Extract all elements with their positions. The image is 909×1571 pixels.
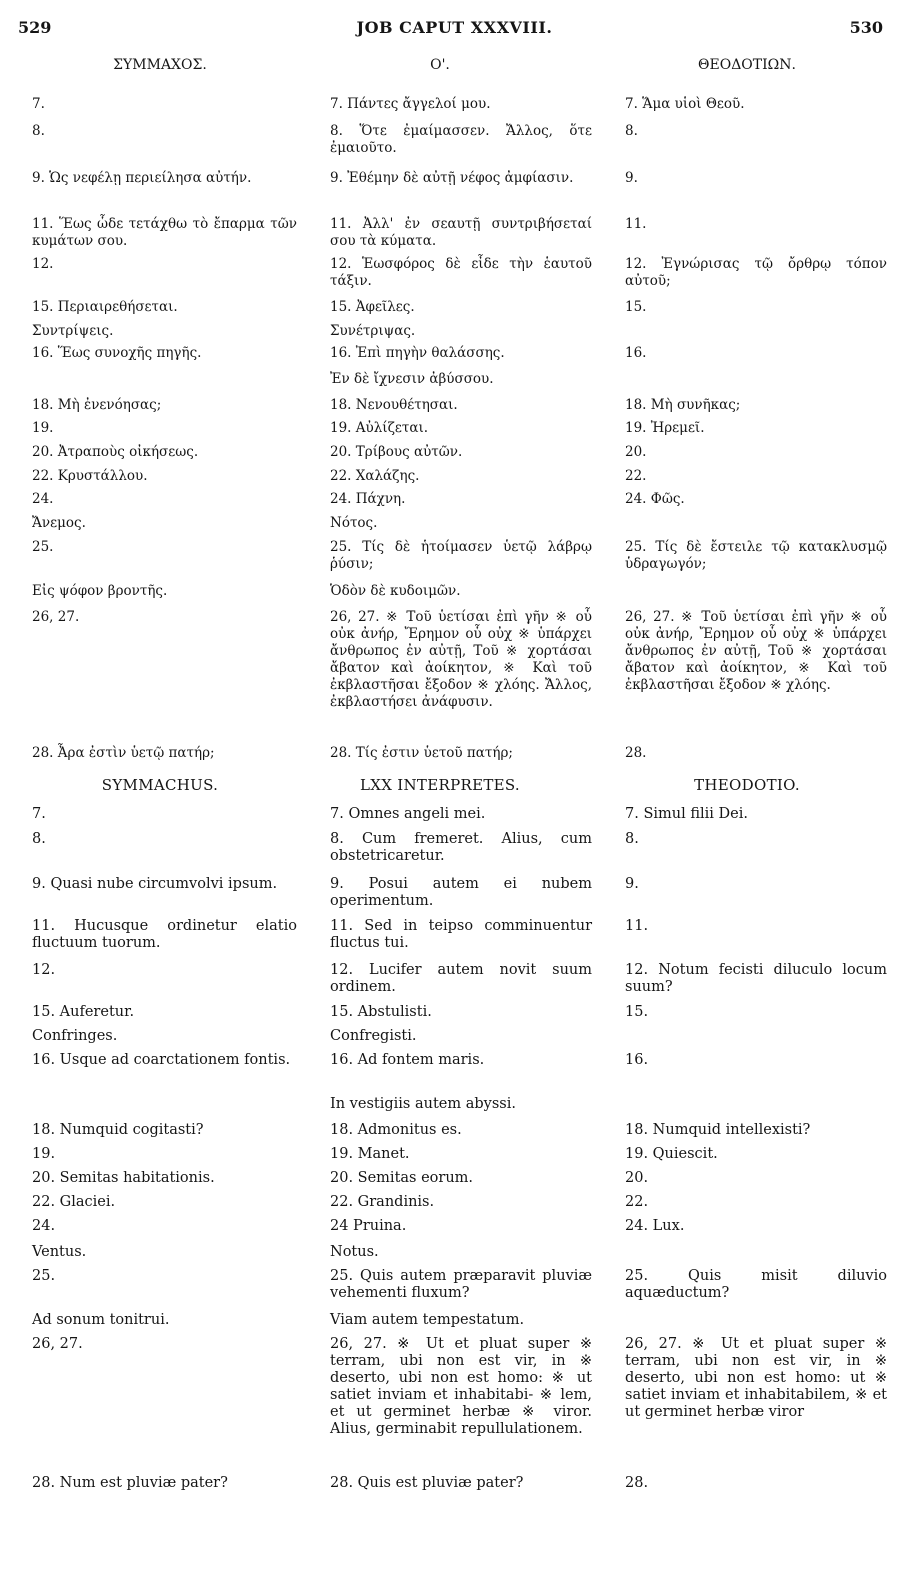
greek-verse-theodotion: 16. xyxy=(625,345,647,361)
greek-column-head-theodotion: ΘΕΟΔΟΤΙΩΝ. xyxy=(698,57,796,73)
latin-verse-lxx: 19. Manet. xyxy=(330,1146,410,1162)
latin-verse-theodotion: 15. xyxy=(625,1004,649,1020)
latin-verse-lxx: 28. Quis est pluviæ pater? xyxy=(330,1475,524,1491)
page-number-left: 529 xyxy=(18,18,52,37)
latin-verse-lxx: 8. Cum fremeret. Alius, cum obstetricaretur. xyxy=(330,831,592,864)
greek-verse-lxx: 25. Τίς δὲ ἡτοίμασεν ὑετῷ λάβρῳ ῥύσιν; xyxy=(330,539,592,572)
greek-verse-symmachus: 9. Ὡς νεφέλῃ περιείλησα αὐτήν. xyxy=(32,170,252,186)
latin-verse-theodotion: 11. xyxy=(625,918,649,934)
greek-verse-theodotion: 20. xyxy=(625,444,647,460)
latin-verse-symmachus: 11. Hucusque ordinetur elatio fluctuum tuorum. xyxy=(32,918,297,951)
greek-verse-lxx: Νότος. xyxy=(330,515,378,531)
latin-verse-lxx: 18. Admonitus es. xyxy=(330,1122,462,1138)
greek-verse-theodotion: 11. xyxy=(625,216,647,232)
greek-verse-lxx: Συνέτριψας. xyxy=(330,323,416,339)
latin-verse-theodotion: 25. Quis misit diluvio aquæductum? xyxy=(625,1268,887,1301)
greek-verse-lxx: 26, 27. ※ Τοῦ ὑετίσαι ἐπὶ γῆν ※ οὗ οὐκ ἀνήρ, Ἔρημον οὗ οὐχ ※ ὑπάρχει ἄνθρωπος ἐν αὐτῇ, Τοῦ ※ χορτάσαι ἄβατον καὶ ἀοίκητον, ※ Καὶ τοῦ ἐκβλαστῆσαι ἔξοδον ※ χλόης. Ἄλλος, ἐκβλαστήσει ἀνάφυσιν. xyxy=(330,609,592,710)
latin-verse-symmachus: 9. Quasi nube circumvolvi ipsum. xyxy=(32,876,278,892)
greek-verse-symmachus: 20. Ἀτραποὺς οἰκήσεως. xyxy=(32,444,199,460)
latin-verse-symmachus: 24. xyxy=(32,1218,56,1234)
latin-verse-symmachus: 22. Glaciei. xyxy=(32,1194,116,1210)
greek-verse-lxx: 24. Πάχνη. xyxy=(330,491,406,507)
latin-verse-symmachus: Ventus. xyxy=(32,1244,87,1260)
page-number-right: 530 xyxy=(849,18,883,37)
latin-column-head-lxx: LXX INTERPRETES. xyxy=(360,776,520,794)
greek-verse-symmachus: Ἄνεμος. xyxy=(32,515,86,531)
greek-verse-theodotion: 18. Μὴ συνῆκας; xyxy=(625,397,741,413)
greek-verse-symmachus: 12. xyxy=(32,256,54,272)
latin-verse-symmachus: 15. Auferetur. xyxy=(32,1004,135,1020)
greek-verse-symmachus: 22. Κρυστάλλου. xyxy=(32,468,148,484)
greek-verse-theodotion: 15. xyxy=(625,299,647,315)
greek-verse-theodotion: 28. xyxy=(625,745,647,761)
greek-verse-lxx: 18. Νενουθέτησαι. xyxy=(330,397,458,413)
greek-verse-theodotion: 24. Φῶς. xyxy=(625,491,685,507)
latin-verse-theodotion: 9. xyxy=(625,876,639,892)
latin-verse-theodotion: 28. xyxy=(625,1475,649,1491)
greek-verse-theodotion: 19. Ἠρεμεῖ. xyxy=(625,420,705,436)
latin-verse-lxx: 16. Ad fontem maris. xyxy=(330,1052,485,1068)
latin-verse-lxx: 11. Sed in teipso comminuentur fluctus tui. xyxy=(330,918,592,951)
greek-verse-lxx: 19. Αὐλίζεται. xyxy=(330,420,429,436)
greek-verse-lxx: 22. Χαλάζης. xyxy=(330,468,420,484)
greek-verse-lxx: Ὁδὸν δὲ κυδοιμῶν. xyxy=(330,583,461,599)
greek-verse-lxx: 16. Ἐπὶ πηγὴν θαλάσσης. xyxy=(330,345,505,361)
greek-verse-symmachus: 16. Ἕως συνοχῆς πηγῆς. xyxy=(32,345,202,361)
latin-verse-lxx: 26, 27. ※ Ut et pluat super ※ terram, ubi non est vir, in ※ deserto, ubi non est homo: ※ ut satiet inviam et inhabitabi- ※ lem, et ut germinet herbæ ※ viror. Alius, germinabit repullulationem. xyxy=(330,1336,592,1437)
greek-verse-theodotion: 7. Ἅμα υἱοὶ Θεοῦ. xyxy=(625,96,745,112)
latin-verse-theodotion: 24. Lux. xyxy=(625,1218,685,1234)
latin-verse-symmachus: 28. Num est pluviæ pater? xyxy=(32,1475,228,1491)
page-header xyxy=(0,18,909,42)
latin-verse-theodotion: 20. xyxy=(625,1170,649,1186)
latin-verse-lxx: 25. Quis autem præparavit pluviæ vehementi fluxum? xyxy=(330,1268,592,1301)
greek-verse-symmachus: 7. xyxy=(32,96,45,112)
greek-verse-lxx: 28. Τίς ἐστιν ὑετοῦ πατήρ; xyxy=(330,745,513,761)
latin-verse-lxx: Notus. xyxy=(330,1244,379,1260)
latin-verse-theodotion: 7. Simul filii Dei. xyxy=(625,806,748,822)
greek-verse-theodotion: 26, 27. ※ Τοῦ ὑετίσαι ἐπὶ γῆν ※ οὗ οὐκ ἀνήρ, Ἔρημον οὗ οὐχ ※ ὑπάρχει ἄνθρωπος ἐν αὐτῇ, Τοῦ ※ χορτάσαι ἄβατον καὶ ἀοίκητον, ※ Καὶ τοῦ ἐκβλαστῆσαι ἔξοδον ※ χλόης. xyxy=(625,609,887,693)
greek-verse-lxx: 9. Ἐθέμην δὲ αὐτῇ νέφος ἀμφίασιν. xyxy=(330,170,574,186)
latin-verse-lxx: 12. Lucifer autem novit suum ordinem. xyxy=(330,962,592,995)
latin-verse-theodotion: 22. xyxy=(625,1194,649,1210)
greek-verse-lxx: 7. Πάντες ἄγγελοί μου. xyxy=(330,96,491,112)
latin-column-head-theodotion: THEODOTIO. xyxy=(694,776,800,794)
latin-verse-theodotion: 26, 27. ※ Ut et pluat super ※ terram, ubi non est vir, in ※ deserto, ubi non est homo: ut ※ satiet inviam et inhabitabilem, ※ et ut germinet herbæ viror xyxy=(625,1336,887,1420)
latin-verse-lxx: 15. Abstulisti. xyxy=(330,1004,432,1020)
latin-verse-theodotion: 16. xyxy=(625,1052,649,1068)
latin-column-head-symmachus: SYMMACHUS. xyxy=(101,776,219,794)
greek-column-head-lxx: Ο'. xyxy=(430,57,450,73)
latin-verse-theodotion: 12. Notum fecisti diluculo locum suum? xyxy=(625,962,887,995)
latin-verse-symmachus: 16. Usque ad coarctationem fontis. xyxy=(32,1052,291,1068)
latin-verse-symmachus: 8. xyxy=(32,831,46,847)
latin-verse-theodotion: 18. Numquid intellexisti? xyxy=(625,1122,811,1138)
latin-verse-lxx: In vestigiis autem abyssi. xyxy=(330,1096,516,1112)
latin-verse-symmachus: 19. xyxy=(32,1146,56,1162)
latin-verse-lxx: 9. Posui autem ei nubem operimentum. xyxy=(330,876,592,909)
latin-verse-symmachus: 25. xyxy=(32,1268,56,1284)
greek-verse-lxx: 12. Ἑωσφόρος δὲ εἶδε τὴν ἑαυτοῦ τάξιν. xyxy=(330,256,592,289)
greek-verse-symmachus: 25. xyxy=(32,539,54,555)
greek-verse-lxx: 8. Ὅτε ἐμαίμασσεν. Ἄλλος, ὅτε ἐμαιοῦτο. xyxy=(330,123,592,156)
latin-verse-symmachus: 18. Numquid cogitasti? xyxy=(32,1122,204,1138)
greek-verse-lxx: Ἐν δὲ ἴχνεσιν ἀβύσσου. xyxy=(330,371,494,387)
greek-verse-symmachus: 28. Ἆρα ἐστὶν ὑετῷ πατήρ; xyxy=(32,745,215,761)
latin-verse-lxx: 20. Semitas eorum. xyxy=(330,1170,474,1186)
greek-verse-lxx: 15. Ἀφεῖλες. xyxy=(330,299,415,315)
greek-verse-symmachus: 18. Μὴ ἐνενόησας; xyxy=(32,397,162,413)
greek-verse-symmachus: 19. xyxy=(32,420,54,436)
greek-verse-symmachus: 11. Ἕως ὧδε τετάχθω τὸ ἔπαρμα τῶν κυμάτων σου. xyxy=(32,216,297,249)
latin-verse-theodotion: 19. Quiescit. xyxy=(625,1146,718,1162)
greek-verse-symmachus: 15. Περιαιρεθήσεται. xyxy=(32,299,178,315)
greek-verse-theodotion: 9. xyxy=(625,170,638,186)
latin-verse-symmachus: Confringes. xyxy=(32,1028,118,1044)
greek-verse-theodotion: 12. Ἐγνώρισας τῷ ὄρθρῳ τόπον αὐτοῦ; xyxy=(625,256,887,289)
page-title: JOB CAPUT XXXVIII. xyxy=(356,18,553,37)
greek-verse-lxx: 11. Ἀλλ' ἐν σεαυτῇ συντριβήσεταί σου τὰ κύματα. xyxy=(330,216,592,249)
latin-verse-lxx: 22. Grandinis. xyxy=(330,1194,435,1210)
greek-verse-theodotion: 22. xyxy=(625,468,647,484)
latin-verse-theodotion: 8. xyxy=(625,831,639,847)
greek-verse-theodotion: 8. xyxy=(625,123,638,139)
latin-verse-symmachus: Ad sonum tonitrui. xyxy=(32,1312,170,1328)
latin-verse-symmachus: 26, 27. xyxy=(32,1336,83,1352)
greek-verse-symmachus: 26, 27. xyxy=(32,609,80,625)
latin-verse-lxx: Viam autem tempestatum. xyxy=(330,1312,525,1328)
greek-verse-symmachus: Συντρίψεις. xyxy=(32,323,114,339)
latin-verse-symmachus: 20. Semitas habitationis. xyxy=(32,1170,215,1186)
greek-verse-symmachus: Εἰς ψόφον βροντῆς. xyxy=(32,583,168,599)
greek-column-head-symmachus: ΣΥΜΜΑΧΟΣ. xyxy=(113,57,207,73)
latin-verse-lxx: 7. Omnes angeli mei. xyxy=(330,806,486,822)
latin-verse-lxx: 24 Pruina. xyxy=(330,1218,407,1234)
greek-verse-symmachus: 24. xyxy=(32,491,54,507)
greek-verse-theodotion: 25. Τίς δὲ ἔστειλε τῷ κατακλυσμῷ ὑδραγωγόν; xyxy=(625,539,887,572)
greek-verse-lxx: 20. Τρίβους αὐτῶν. xyxy=(330,444,463,460)
latin-verse-symmachus: 7. xyxy=(32,806,46,822)
latin-verse-symmachus: 12. xyxy=(32,962,56,978)
greek-verse-symmachus: 8. xyxy=(32,123,45,139)
latin-verse-lxx: Confregisti. xyxy=(330,1028,417,1044)
